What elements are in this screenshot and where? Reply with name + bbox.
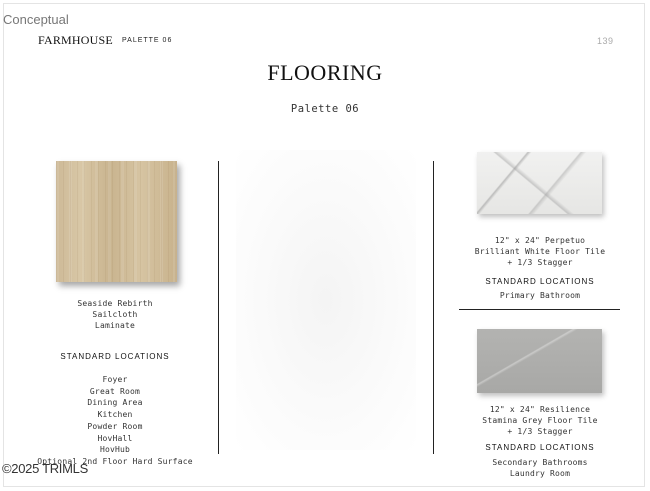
grey-tile-swatch: [477, 329, 602, 393]
white-tile-locations-list: [460, 290, 620, 301]
product-name-line: Seaside Rebirth: [77, 299, 153, 308]
blurred-center-image: [236, 150, 416, 450]
location-item: Dining Area: [87, 398, 143, 408]
right-column-divider: [459, 309, 620, 310]
product-name-line: + 1/3 Stagger: [507, 427, 573, 436]
brand-name: FARMHOUSE: [38, 33, 113, 47]
location-item: Laundry Room: [509, 469, 571, 478]
location-item: HovHall: [97, 433, 133, 443]
right-divider: [433, 161, 434, 454]
product-name-line: 12" x 24" Perpetuo: [494, 236, 586, 245]
product-name-line: Brilliant White Floor Tile: [474, 247, 606, 256]
left-divider: [218, 161, 219, 454]
location-item: Optional 2nd Floor Hard Surface: [37, 456, 193, 466]
location-item: HovHub: [99, 445, 131, 455]
laminate-locations-heading: STANDARD LOCATIONS: [60, 352, 170, 361]
laminate-swatch: [56, 161, 177, 282]
location-item: Powder Room: [87, 421, 143, 431]
product-name-line: Laminate: [94, 321, 136, 330]
location-item: Primary Bathroom: [499, 291, 581, 300]
product-name-line: Stamina Grey Floor Tile: [482, 416, 598, 425]
conceptual-label: Conceptual: [3, 12, 69, 27]
copyright-watermark: ©2025 TRIMLS: [2, 461, 88, 476]
white-tile-swatch: [477, 152, 602, 214]
white-tile-locations-heading: STANDARD LOCATIONS: [485, 277, 595, 286]
page-subtitle: Palette 06: [290, 103, 360, 115]
grey-tile-locations-heading: STANDARD LOCATIONS: [485, 443, 595, 452]
palette-tag: PALETTE 06: [122, 37, 173, 44]
location-item: Secondary Bathrooms: [492, 458, 588, 467]
product-name-line: + 1/3 Stagger: [507, 258, 573, 267]
location-item: Kitchen: [97, 410, 133, 420]
white-tile-name: [460, 235, 620, 268]
grey-tile-name: [460, 404, 620, 437]
grey-tile-locations-list: [460, 457, 620, 479]
page-number: 139: [597, 36, 614, 46]
location-item: Foyer: [102, 375, 128, 384]
laminate-name: [20, 298, 210, 331]
location-item: Great Room: [89, 386, 141, 396]
product-name-line: Sailcloth: [92, 310, 138, 319]
laminate-locations-list: [20, 374, 210, 468]
page-title: FLOORING: [267, 60, 383, 85]
product-name-line: 12" x 24" Resilience: [489, 405, 591, 414]
